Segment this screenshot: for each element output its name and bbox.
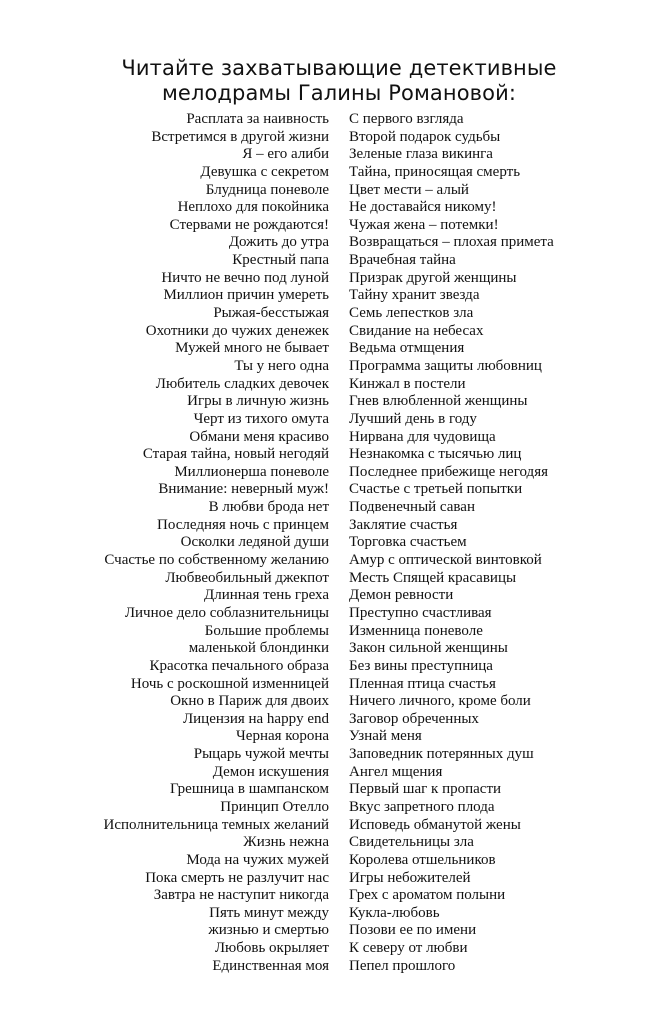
page-heading xyxy=(0,56,662,106)
book-title: Красотка печального образа xyxy=(149,657,329,674)
right-title-column xyxy=(349,111,554,975)
book-title: Рыцарь чужой мечты xyxy=(193,746,329,763)
book-title: Королева отшельников xyxy=(349,851,496,868)
book-title: Торговка счастьем xyxy=(349,534,467,551)
book-title: Пленная птица счастья xyxy=(349,675,496,692)
book-title: Программа защиты любовниц xyxy=(349,357,542,374)
book-title: Не доставайся никому! xyxy=(349,199,497,216)
book-title: Большие проблемы xyxy=(204,622,329,639)
book-title: Встретимся в другой жизни xyxy=(151,128,329,145)
book-title: Любитель сладких девочек xyxy=(155,375,329,392)
book-title: Жизнь нежна xyxy=(243,834,329,851)
book-title: Осколки ледяной души xyxy=(180,534,329,551)
book-title: Охотники до чужих денежек xyxy=(145,322,329,339)
book-title: Блудница поневоле xyxy=(205,181,329,198)
book-title: Первый шаг к пропасти xyxy=(349,781,502,798)
book-title: Любвеобильный джекпот xyxy=(165,569,329,586)
book-title: Ночь с роскошной изменницей xyxy=(130,675,329,692)
book-title: Заповедник потерянных душ xyxy=(349,746,534,763)
book-title: Игры в личную жизнь xyxy=(187,393,329,410)
book-title: Внимание: неверный муж! xyxy=(158,481,329,498)
book-title: Пока смерть не разлучит нас xyxy=(145,869,329,886)
book-title: Амур с оптической винтовкой xyxy=(349,552,542,569)
book-title: Единственная моя xyxy=(212,957,329,974)
book-title: маленькой блондинки xyxy=(188,640,329,657)
book-title: Любовь окрыляет xyxy=(214,940,329,957)
book-title: Без вины преступница xyxy=(349,657,493,674)
book-title: Кинжал в постели xyxy=(349,375,466,392)
book-title: Мода на чужих мужей xyxy=(186,851,329,868)
book-title: Ничего личного, кроме боли xyxy=(349,693,531,710)
book-title: Я – его алиби xyxy=(242,146,329,163)
book-title: Призрак другой женщины xyxy=(349,269,517,286)
book-title: Изменница поневоле xyxy=(349,622,483,639)
heading-line-1: Читайте захватывающие детективные xyxy=(121,56,557,80)
book-title: Личное дело соблазнительницы xyxy=(124,604,329,621)
book-title: С первого взгляда xyxy=(349,111,464,127)
book-title: Незнакомка с тысячью лиц xyxy=(349,446,522,463)
book-title: Второй подарок судьбы xyxy=(349,128,501,145)
book-title: Рыжая-бесстыжая xyxy=(213,305,329,322)
book-title: Исповедь обманутой жены xyxy=(349,816,521,833)
book-title: Цвет мести – алый xyxy=(349,181,469,198)
book-title: Демон искушения xyxy=(212,763,329,780)
book-title: Подвенечный саван xyxy=(349,499,475,516)
book-title: Заговор обреченных xyxy=(349,710,479,727)
book-title: Неплохо для покойника xyxy=(177,199,329,216)
heading-line-2: мелодрамы Галины Романовой: xyxy=(161,81,517,105)
book-title: Заклятие счастья xyxy=(349,516,458,533)
book-title: Ничто не вечно под луной xyxy=(161,269,329,286)
book-title: Кукла-любовь xyxy=(349,904,440,921)
book-title: Черт из тихого омута xyxy=(193,410,329,427)
book-title: Демон ревности xyxy=(349,587,454,604)
book-title: Возвращаться – плохая примета xyxy=(349,234,554,251)
book-title: Исполнительница темных желаний xyxy=(103,816,329,833)
book-title: Последнее прибежище негодяя xyxy=(349,463,548,480)
book-title: Крестный папа xyxy=(232,252,329,269)
left-title-column xyxy=(104,111,330,975)
book-title: Грех с ароматом полыни xyxy=(349,887,506,904)
book-title: Месть Спящей красавицы xyxy=(349,569,517,586)
book-title: жизнью и смертью xyxy=(208,922,329,939)
book-title: Закон сильной женщины xyxy=(349,640,508,657)
book-title: Черная корона xyxy=(236,728,329,745)
book-title: Стервами не рождаются! xyxy=(169,216,329,233)
book-title: Счастье по собственному желанию xyxy=(104,552,329,569)
book-title: Нирвана для чудовища xyxy=(349,428,496,445)
book-title: Мужей много не бывает xyxy=(175,340,329,357)
book-title: Ты у него одна xyxy=(234,357,329,374)
book-title: Пять минут между xyxy=(209,904,329,921)
book-title: В любви брода нет xyxy=(208,499,329,516)
book-title: Врачебная тайна xyxy=(349,252,456,269)
book-title: Ведьма отмщения xyxy=(349,340,465,357)
book-title: Преступно счастливая xyxy=(349,604,492,621)
book-title: Игры небожителей xyxy=(349,869,471,886)
book-title: Лицензия на happy end xyxy=(182,710,329,727)
book-title: Расплата за наивность xyxy=(186,111,329,127)
book-title: Чужая жена – потемки! xyxy=(349,216,499,233)
book-title: Дожить до утра xyxy=(228,234,329,251)
book-title: Завтра не наступит никогда xyxy=(153,887,329,904)
book-title: Длинная тень греха xyxy=(203,587,329,604)
book-title: Грешница в шампанском xyxy=(169,781,329,798)
book-title: Свидание на небесах xyxy=(349,322,484,339)
book-title: Принцип Отелло xyxy=(220,798,329,815)
book-title: Пепел прошлого xyxy=(349,957,456,974)
book-title: Узнай меня xyxy=(349,728,422,745)
book-title: Свидетельницы зла xyxy=(349,834,474,851)
book-title: Позови ее по имени xyxy=(349,922,477,939)
book-title: Зеленые глаза викинга xyxy=(349,146,493,163)
book-title: Семь лепестков зла xyxy=(349,305,474,322)
book-title: Счастье с третьей попытки xyxy=(349,481,523,498)
book-title: Лучший день в году xyxy=(349,410,477,427)
book-title: Окно в Париж для двоих xyxy=(170,693,329,710)
book-title: Тайна, приносящая смерть xyxy=(349,163,521,180)
book-title: Миллион причин умереть xyxy=(163,287,329,304)
book-title: Обмани меня красиво xyxy=(189,428,329,445)
book-title: Гнев влюбленной женщины xyxy=(349,393,528,410)
book-title: Последняя ночь с принцем xyxy=(157,516,329,533)
book-title: Миллионерша поневоле xyxy=(174,463,329,480)
book-title: Ангел мщения xyxy=(349,763,443,780)
book-title: Старая тайна, новый негодяй xyxy=(142,446,329,463)
book-title: Вкус запретного плода xyxy=(349,798,495,815)
book-title: Девушка с секретом xyxy=(200,163,329,180)
book-title: К северу от любви xyxy=(349,940,468,957)
book-title: Тайну хранит звезда xyxy=(349,287,480,304)
